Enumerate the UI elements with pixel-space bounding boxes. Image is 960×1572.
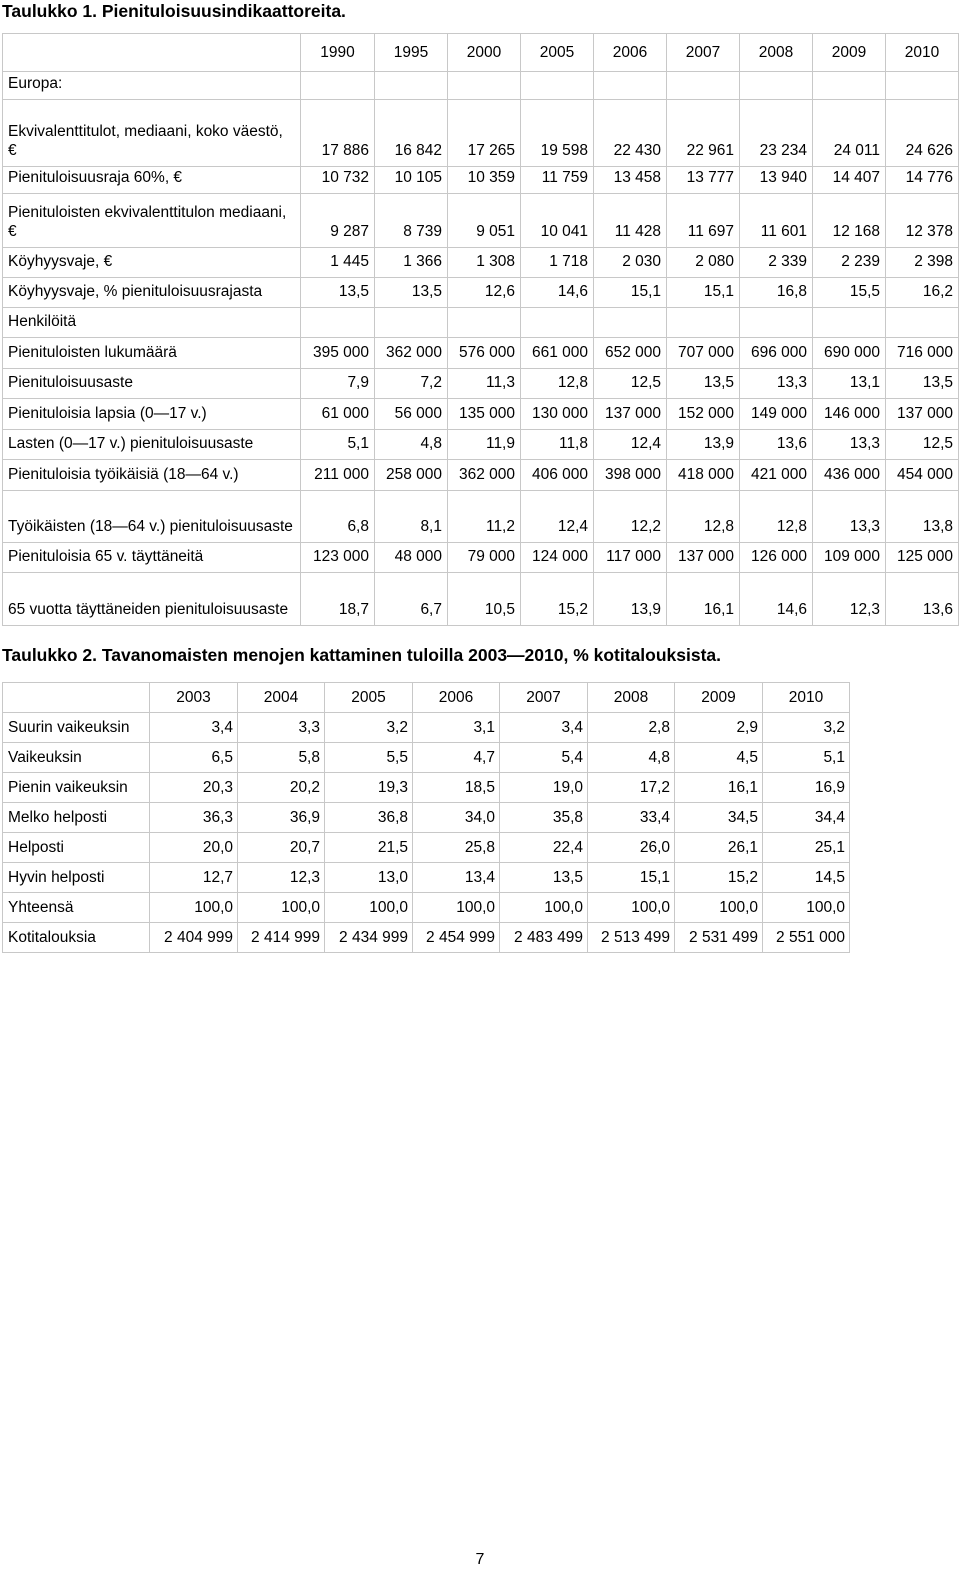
table-cell: 13,6	[886, 573, 959, 626]
row-label: Lasten (0—17 v.) pienituloisuusaste	[3, 430, 301, 460]
table-cell: 14,5	[763, 863, 850, 893]
table-cell	[301, 72, 375, 100]
table-cell: 716 000	[886, 338, 959, 369]
table-cell: 15,2	[521, 573, 594, 626]
table-cell: 13 940	[740, 167, 813, 194]
year-header: 2005	[325, 683, 413, 713]
table-cell: 11,8	[521, 430, 594, 460]
table-cell: 20,0	[150, 833, 238, 863]
row-label: Helposti	[3, 833, 150, 863]
table-cell: 2 080	[667, 248, 740, 278]
table-cell: 17,2	[588, 773, 675, 803]
table-cell: 8 739	[375, 194, 448, 248]
table-cell: 34,0	[413, 803, 500, 833]
year-header: 1990	[301, 34, 375, 72]
table-cell: 406 000	[521, 460, 594, 491]
table-cell: 25,1	[763, 833, 850, 863]
table-cell: 10,5	[448, 573, 521, 626]
table-cell: 1 366	[375, 248, 448, 278]
table-cell: 576 000	[448, 338, 521, 369]
table-cell	[301, 308, 375, 338]
table-row	[3, 308, 959, 338]
row-label: Pienituloisten lukumäärä	[3, 338, 301, 369]
table-row	[3, 803, 850, 833]
table-cell: 11 697	[667, 194, 740, 248]
table-cell: 13,5	[375, 278, 448, 308]
table-cell: 362 000	[448, 460, 521, 491]
table-cell: 398 000	[594, 460, 667, 491]
table-row	[3, 369, 959, 399]
table-cell: 1 718	[521, 248, 594, 278]
table-row	[3, 833, 850, 863]
table-cell: 13,5	[301, 278, 375, 308]
table-cell: 149 000	[740, 399, 813, 430]
table-cell: 4,8	[588, 743, 675, 773]
table-cell: 16,8	[740, 278, 813, 308]
table-cell	[594, 72, 667, 100]
table-cell: 13,3	[740, 369, 813, 399]
header-corner	[3, 34, 301, 72]
table-cell: 19,3	[325, 773, 413, 803]
table-cell: 13,3	[813, 491, 886, 543]
table-cell: 117 000	[594, 543, 667, 573]
table-cell: 100,0	[325, 893, 413, 923]
table-cell: 13,5	[886, 369, 959, 399]
table-cell: 130 000	[521, 399, 594, 430]
row-label: Pienin vaikeuksin	[3, 773, 150, 803]
table-cell: 18,7	[301, 573, 375, 626]
table-cell: 14,6	[521, 278, 594, 308]
table-row	[3, 893, 850, 923]
table-cell: 2 531 499	[675, 923, 763, 953]
table-cell: 395 000	[301, 338, 375, 369]
table-cell: 2 339	[740, 248, 813, 278]
table-cell: 19 598	[521, 100, 594, 167]
table-cell: 13,3	[813, 430, 886, 460]
table-cell: 15,1	[588, 863, 675, 893]
table-cell: 100,0	[588, 893, 675, 923]
table-cell: 13,4	[413, 863, 500, 893]
year-header: 2010	[763, 683, 850, 713]
table-cell: 11,3	[448, 369, 521, 399]
row-label: Suurin vaikeuksin	[3, 713, 150, 743]
table-cell: 13,9	[667, 430, 740, 460]
row-label: Työikäisten (18—64 v.) pienituloisuusaste	[3, 491, 301, 543]
table-cell: 124 000	[521, 543, 594, 573]
table-cell: 3,3	[238, 713, 325, 743]
table-cell	[375, 72, 448, 100]
table-header-row	[3, 34, 959, 72]
table-row	[3, 460, 959, 491]
table-cell: 24 011	[813, 100, 886, 167]
table-cell: 22 430	[594, 100, 667, 167]
table-cell: 5,5	[325, 743, 413, 773]
table-cell	[886, 72, 959, 100]
table-cell: 109 000	[813, 543, 886, 573]
year-header: 2008	[588, 683, 675, 713]
table-row	[3, 399, 959, 430]
table-cell: 13 777	[667, 167, 740, 194]
table-cell	[667, 308, 740, 338]
row-label: Ekvivalenttitulot, mediaani, koko väestö, €	[3, 100, 301, 167]
table-cell: 13,5	[667, 369, 740, 399]
table-cell: 8,1	[375, 491, 448, 543]
table-cell: 2,8	[588, 713, 675, 743]
table-cell: 17 265	[448, 100, 521, 167]
table-cell	[448, 72, 521, 100]
table-cell: 2 434 999	[325, 923, 413, 953]
table-cell: 421 000	[740, 460, 813, 491]
row-label: Köyhyysvaje, % pienituloisuusrajasta	[3, 278, 301, 308]
year-header: 2008	[740, 34, 813, 72]
table-cell: 25,8	[413, 833, 500, 863]
table-cell: 3,4	[150, 713, 238, 743]
year-header: 2009	[675, 683, 763, 713]
table-cell: 22 961	[667, 100, 740, 167]
table-cell: 56 000	[375, 399, 448, 430]
table-row	[3, 167, 959, 194]
table2-title: Taulukko 2. Tavanomaisten menojen kattaminen tuloilla 2003—2010, % kotitalouksista.	[2, 645, 722, 665]
table-cell: 12,3	[238, 863, 325, 893]
row-label: 65 vuotta täyttäneiden pienituloisuusaste	[3, 573, 301, 626]
table-cell: 146 000	[813, 399, 886, 430]
table-cell: 13 458	[594, 167, 667, 194]
table-cell: 436 000	[813, 460, 886, 491]
table-cell: 20,7	[238, 833, 325, 863]
table-cell: 3,2	[763, 713, 850, 743]
table-cell: 13,5	[500, 863, 588, 893]
row-label: Pienituloisuusraja 60%, €	[3, 167, 301, 194]
table-cell: 12,5	[594, 369, 667, 399]
table-cell: 137 000	[594, 399, 667, 430]
table-cell: 34,4	[763, 803, 850, 833]
table-cell: 12,5	[886, 430, 959, 460]
table-cell: 707 000	[667, 338, 740, 369]
table-cell: 12,8	[667, 491, 740, 543]
table-cell: 2 404 999	[150, 923, 238, 953]
table-row	[3, 491, 959, 543]
table-cell: 12,8	[521, 369, 594, 399]
table-cell: 10 041	[521, 194, 594, 248]
table-cell: 35,8	[500, 803, 588, 833]
table-cell: 6,7	[375, 573, 448, 626]
table-cell: 135 000	[448, 399, 521, 430]
page-number: 7	[475, 1551, 485, 1568]
table-cell	[594, 308, 667, 338]
year-header: 2005	[521, 34, 594, 72]
table-cell: 36,8	[325, 803, 413, 833]
table-cell: 18,5	[413, 773, 500, 803]
row-label: Melko helposti	[3, 803, 150, 833]
table-cell	[521, 308, 594, 338]
table-cell: 14,6	[740, 573, 813, 626]
table-cell: 34,5	[675, 803, 763, 833]
table-cell	[886, 308, 959, 338]
row-label: Pienituloisia lapsia (0—17 v.)	[3, 399, 301, 430]
table-cell: 12,3	[813, 573, 886, 626]
table-row	[3, 863, 850, 893]
table-cell: 125 000	[886, 543, 959, 573]
table-cell: 33,4	[588, 803, 675, 833]
table-cell: 13,1	[813, 369, 886, 399]
table-cell: 13,6	[740, 430, 813, 460]
table-cell: 100,0	[675, 893, 763, 923]
table-cell: 2 414 999	[238, 923, 325, 953]
table-cell: 20,2	[238, 773, 325, 803]
table-cell: 4,7	[413, 743, 500, 773]
table-cell: 5,1	[763, 743, 850, 773]
table-cell: 12 378	[886, 194, 959, 248]
table-cell: 258 000	[375, 460, 448, 491]
table-cell: 15,1	[594, 278, 667, 308]
table-cell	[375, 308, 448, 338]
table-cell: 11,9	[448, 430, 521, 460]
row-label: Vaikeuksin	[3, 743, 150, 773]
table-cell: 2 454 999	[413, 923, 500, 953]
table-cell: 100,0	[413, 893, 500, 923]
table-cell: 22,4	[500, 833, 588, 863]
table-cell: 661 000	[521, 338, 594, 369]
table-cell	[813, 308, 886, 338]
table-cell	[740, 72, 813, 100]
table-cell: 1 308	[448, 248, 521, 278]
table-row	[3, 100, 959, 167]
year-header: 2009	[813, 34, 886, 72]
table-cell: 690 000	[813, 338, 886, 369]
table-cell	[740, 308, 813, 338]
table-cell: 137 000	[667, 543, 740, 573]
row-label: Pienituloisia 65 v. täyttäneitä	[3, 543, 301, 573]
table-cell: 10 359	[448, 167, 521, 194]
table-row	[3, 338, 959, 369]
table-cell: 17 886	[301, 100, 375, 167]
row-label: Köyhyysvaje, €	[3, 248, 301, 278]
table-2-expense-coverage	[2, 682, 850, 953]
table-cell: 2 483 499	[500, 923, 588, 953]
table-cell: 61 000	[301, 399, 375, 430]
table-cell: 5,8	[238, 743, 325, 773]
table-cell: 3,4	[500, 713, 588, 743]
table-cell: 16 842	[375, 100, 448, 167]
table-cell: 26,0	[588, 833, 675, 863]
year-header: 2007	[667, 34, 740, 72]
table-cell: 123 000	[301, 543, 375, 573]
table-cell: 2,9	[675, 713, 763, 743]
table-header-row	[3, 683, 850, 713]
table-cell: 16,1	[675, 773, 763, 803]
table-cell: 10 732	[301, 167, 375, 194]
table-cell: 100,0	[500, 893, 588, 923]
table-cell: 14 776	[886, 167, 959, 194]
year-header: 2010	[886, 34, 959, 72]
year-header: 2006	[594, 34, 667, 72]
row-label: Europa:	[3, 72, 301, 100]
table-cell: 12,7	[150, 863, 238, 893]
table-cell: 137 000	[886, 399, 959, 430]
table-1-poverty-indicators	[2, 33, 959, 626]
table-cell	[813, 72, 886, 100]
table-row	[3, 278, 959, 308]
row-label: Pienituloisuusaste	[3, 369, 301, 399]
year-header: 1995	[375, 34, 448, 72]
table-cell: 11 759	[521, 167, 594, 194]
table-cell: 5,1	[301, 430, 375, 460]
row-label: Henkilöitä	[3, 308, 301, 338]
table-cell: 48 000	[375, 543, 448, 573]
table-cell	[667, 72, 740, 100]
row-label: Hyvin helposti	[3, 863, 150, 893]
table-row	[3, 773, 850, 803]
table-cell: 79 000	[448, 543, 521, 573]
table-cell: 10 105	[375, 167, 448, 194]
table-cell: 652 000	[594, 338, 667, 369]
table-cell: 362 000	[375, 338, 448, 369]
table-row	[3, 72, 959, 100]
table-cell: 12,2	[594, 491, 667, 543]
table-cell: 5,4	[500, 743, 588, 773]
table-cell: 152 000	[667, 399, 740, 430]
table-cell: 100,0	[763, 893, 850, 923]
table-cell: 696 000	[740, 338, 813, 369]
table-cell: 20,3	[150, 773, 238, 803]
table-cell: 12,4	[521, 491, 594, 543]
row-label: Kotitalouksia	[3, 923, 150, 953]
table-cell: 16,2	[886, 278, 959, 308]
table-cell: 126 000	[740, 543, 813, 573]
table-cell: 24 626	[886, 100, 959, 167]
table-row	[3, 430, 959, 460]
table-row	[3, 543, 959, 573]
table-cell: 6,5	[150, 743, 238, 773]
row-label: Pienituloisten ekvivalenttitulon mediaani, €	[3, 194, 301, 248]
table-cell: 9 287	[301, 194, 375, 248]
table-cell	[448, 308, 521, 338]
table-cell: 12,4	[594, 430, 667, 460]
table-cell: 3,2	[325, 713, 413, 743]
table-cell: 454 000	[886, 460, 959, 491]
table-cell: 15,1	[667, 278, 740, 308]
table-row	[3, 743, 850, 773]
header-corner	[3, 683, 150, 713]
table-cell: 11 428	[594, 194, 667, 248]
table-cell: 2 513 499	[588, 923, 675, 953]
table-cell: 13,9	[594, 573, 667, 626]
table-cell: 7,2	[375, 369, 448, 399]
table-cell: 15,2	[675, 863, 763, 893]
table1-title: Taulukko 1. Pienituloisuusindikaattoreita.	[2, 1, 346, 21]
table-cell: 2 030	[594, 248, 667, 278]
table-cell	[521, 72, 594, 100]
table-row	[3, 248, 959, 278]
year-header: 2003	[150, 683, 238, 713]
table-row	[3, 573, 959, 626]
table-cell: 4,8	[375, 430, 448, 460]
table-cell: 12 168	[813, 194, 886, 248]
table-cell: 16,1	[667, 573, 740, 626]
table-cell: 100,0	[150, 893, 238, 923]
table-cell: 4,5	[675, 743, 763, 773]
table-cell: 2 551 000	[763, 923, 850, 953]
table-row	[3, 194, 959, 248]
row-label: Pienituloisia työikäisiä (18—64 v.)	[3, 460, 301, 491]
table-cell: 13,8	[886, 491, 959, 543]
table-row	[3, 713, 850, 743]
table-cell: 11,2	[448, 491, 521, 543]
table-cell: 11 601	[740, 194, 813, 248]
table-cell: 2 398	[886, 248, 959, 278]
table-cell: 13,0	[325, 863, 413, 893]
table-cell: 19,0	[500, 773, 588, 803]
table-cell: 211 000	[301, 460, 375, 491]
table-cell: 12,8	[740, 491, 813, 543]
year-header: 2000	[448, 34, 521, 72]
table-cell: 7,9	[301, 369, 375, 399]
table-cell: 21,5	[325, 833, 413, 863]
year-header: 2004	[238, 683, 325, 713]
table-cell: 26,1	[675, 833, 763, 863]
table-cell: 12,6	[448, 278, 521, 308]
table-cell: 9 051	[448, 194, 521, 248]
table-row	[3, 923, 850, 953]
table-cell: 16,9	[763, 773, 850, 803]
table-cell: 6,8	[301, 491, 375, 543]
table-cell: 2 239	[813, 248, 886, 278]
year-header: 2007	[500, 683, 588, 713]
table-cell: 36,9	[238, 803, 325, 833]
table-cell: 36,3	[150, 803, 238, 833]
table-cell: 14 407	[813, 167, 886, 194]
table-cell: 100,0	[238, 893, 325, 923]
table-cell: 1 445	[301, 248, 375, 278]
table-cell: 23 234	[740, 100, 813, 167]
row-label: Yhteensä	[3, 893, 150, 923]
table-cell: 15,5	[813, 278, 886, 308]
table-cell: 418 000	[667, 460, 740, 491]
table-cell: 3,1	[413, 713, 500, 743]
year-header: 2006	[413, 683, 500, 713]
